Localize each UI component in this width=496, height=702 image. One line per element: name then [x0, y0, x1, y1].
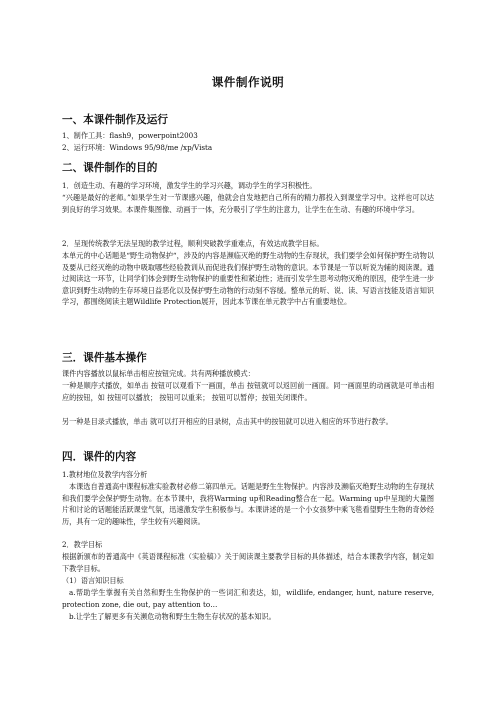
- section-4-line-2: 2．教学目标: [62, 540, 103, 549]
- section-2-line-2: 2．呈现传统教学无法呈现的教学过程，顺利突破教学重难点，有效达成教学目标。: [62, 239, 324, 248]
- section-heading-2: 二、课件制作的目的: [62, 162, 158, 174]
- document-title: 课件制作说明: [211, 75, 285, 89]
- section-1-line-1: 1、制作工具：flash9，powerpoint2003: [62, 131, 198, 140]
- section-heading-3: 三．课件基本操作: [62, 352, 147, 364]
- section-3-paragraph-2: 另一种是目录式播放，单击 就可以打开相应的目录树，点击其中的按钮就可以进入相应的环节进行教学。: [62, 417, 393, 426]
- section-3-line-1: 课件内容播放以鼠标单击相应按钮完成。共有两种播放模式：: [62, 369, 255, 378]
- section-heading-4: 四．课件的内容: [62, 451, 137, 463]
- section-4-paragraph-2: 根据新颁布的普通高中《英语课程标准（实验稿）》关于阅读课主要教学目标的具体描述，结合本课教学内容，制定如下教学目标。: [62, 552, 434, 573]
- section-4-line-1: 1.教材地位及教学内容分析: [62, 470, 148, 479]
- section-4-paragraph-4: b.让学生了解更多有关濒危动物和野生生物生存状况的基本知识。: [69, 612, 276, 621]
- section-2-paragraph-1: “兴趣是最好的老师。”如果学生对一节课感兴趣，他就会自发地把自己所有的精力都投入到课堂学习中。这样也可以达到良好的学习效果。本课件集图像、动画于一体，充分吸引了学生的注意力，让学生在生动、有趣的环境中学习。: [62, 193, 434, 214]
- section-4-paragraph-1: 本课选自普通高中课程标准实验教材必修二第四单元。话题是野生生物保护。内容涉及濒临灭绝野生动物的生存现状和我们要学会保护野生动物。在本节课中，我将Warming up和Reading整合在一起。Warming up中呈现的大量图片和讨论的话题能活跃课堂气氛，迅速激发学生积极参与。本课讲述的是一个小女孩梦中乘飞毯看望野生生物的奇妙经历，具有一定的趣味性，学生较有兴趣阅读。: [62, 482, 434, 526]
- section-3-paragraph-1: 一种是顺序式播放，如单击 按钮可以观看下一画面，单击 按钮就可以返回前一画面。同一画面里的动画就是可单击相应的按钮，如 按钮可以播放； 按钮可以重来； 按钮可以暂停；按钮关闭课件。: [62, 381, 434, 402]
- section-4-line-3: （1）语言知识目标: [62, 576, 124, 585]
- section-2-line-1: 1．创造生动、有趣的学习环境，激发学生的学习兴趣，调动学生的学习积极性。: [62, 181, 317, 190]
- section-4-paragraph-3: a.帮助学生掌握有关自然和野生生物保护的一些词汇和表达，如，wildlife, endanger, hunt, nature reserve, protection zone, die out, pay attention to…: [62, 588, 434, 609]
- section-1-line-2: 2、运行环境：Windows 95/98/me /xp/Vista: [62, 143, 213, 152]
- section-heading-1: 一、本课件制作及运行: [62, 114, 168, 126]
- section-2-paragraph-2: 本单元的中心话题是“野生动物保护“，涉及的内容是濒临灭绝的野生动物的生存现状，我们要学会如何保护野生动物以及要从已经灭绝的动物中吸取哪些经验教训从而促进我们保护野生动物的意识。本节课是一节以听说为辅的阅读课。通过阅读这一环节，让同学们体会到野生动物保护的重要性和紧迫性；进而引发学生思考动物灭绝的原因，使学生进一步意识到野生动物的生存环境日益恶化以及保护野生动物的行动刻不容缓。整单元的听、说、读、写语言技能及语言知识学习，都围绕阅读主题Wildlife Protection展开，因此本节课在单元教学中占有重要地位。: [62, 251, 434, 307]
